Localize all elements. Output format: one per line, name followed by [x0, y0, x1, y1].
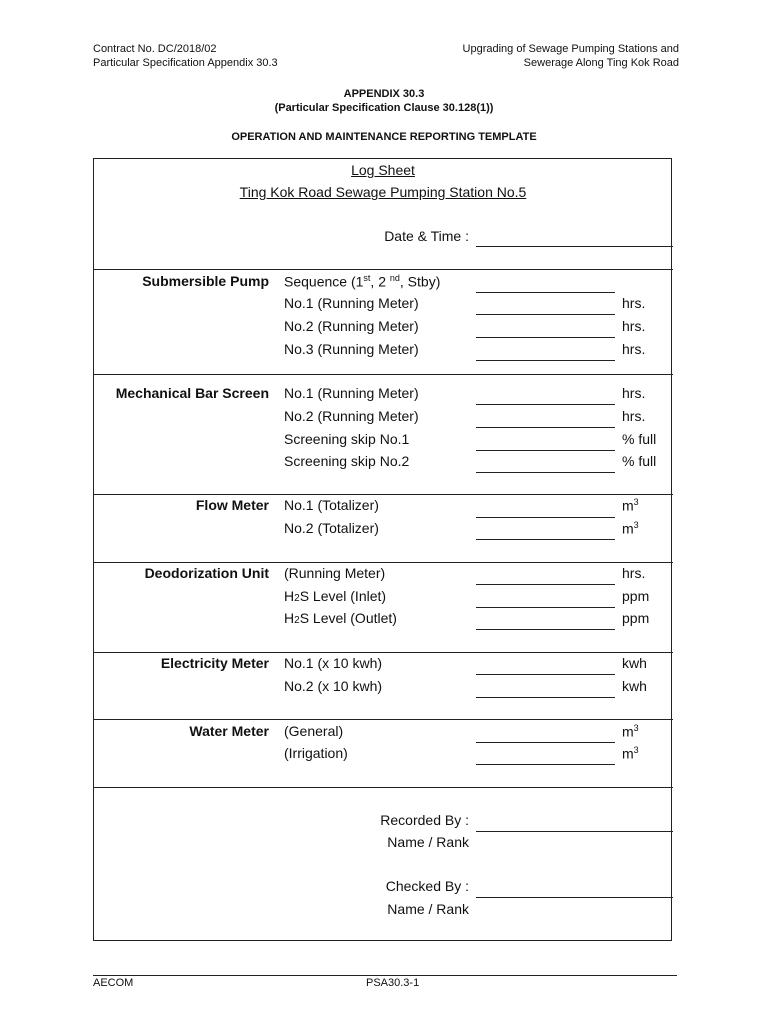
unit-base: m: [622, 497, 634, 514]
divider: [93, 719, 673, 720]
skip-no2-unit: % full: [622, 453, 657, 469]
skip-no1-unit: % full: [622, 431, 657, 447]
water-general-field[interactable]: [476, 742, 615, 743]
contract-number: Contract No. DC/2018/02: [93, 43, 217, 55]
elec-no2-label: No.2 (x 10 kwh): [284, 678, 383, 694]
divider: [93, 562, 673, 563]
clause-title: (Particular Specification Clause 30.128(1)): [274, 102, 494, 114]
checked-by-field[interactable]: [476, 897, 673, 898]
header-left: [93, 42, 278, 70]
water-general-label: (General): [284, 723, 344, 739]
deodorization-label: Deodorization Unit: [144, 565, 269, 581]
flow-no1-field[interactable]: [476, 517, 615, 518]
water-meter-label: Water Meter: [189, 723, 269, 739]
deodor-running-field[interactable]: [476, 584, 615, 585]
unit-sup: 3: [633, 497, 639, 507]
recorded-by-label: Recorded By :: [380, 812, 469, 828]
flow-no2-label: No.2 (Totalizer): [284, 520, 379, 536]
pump-sequence-field[interactable]: [476, 292, 615, 293]
skip-no2-field[interactable]: [476, 472, 615, 473]
pump-no3-label: No.3 (Running Meter): [284, 341, 419, 357]
screen-no2-label: No.2 (Running Meter): [284, 408, 419, 424]
h2s-inlet-field[interactable]: [476, 607, 615, 608]
checked-name-rank-label: Name / Rank: [387, 901, 469, 917]
pump-no1-unit: hrs.: [622, 295, 646, 311]
h2s-h: H: [284, 610, 295, 626]
seq-text-b: , 2: [370, 273, 390, 290]
seq-sup-1: st: [363, 273, 371, 283]
pump-no1-field[interactable]: [476, 314, 615, 315]
recorded-name-rank-label: Name / Rank: [387, 834, 469, 850]
bar-screen-label: Mechanical Bar Screen: [115, 385, 269, 401]
screen-no2-field[interactable]: [476, 427, 615, 428]
water-irrigation-label: (Irrigation): [284, 745, 348, 761]
pump-sequence-label: [284, 273, 440, 290]
flow-no1-label: No.1 (Totalizer): [284, 497, 379, 513]
divider: [93, 787, 673, 788]
screen-no1-unit: hrs.: [622, 385, 646, 401]
h2s-inlet-unit: ppm: [622, 588, 650, 604]
flow-meter-label: Flow Meter: [195, 497, 269, 513]
checked-by-label: Checked By :: [385, 878, 469, 894]
date-time-field[interactable]: [476, 246, 673, 247]
unit-base: m: [622, 520, 634, 537]
recorded-by-field[interactable]: [476, 831, 673, 832]
footer-page-number: PSA30.3-1: [366, 977, 420, 989]
water-irrigation-field[interactable]: [476, 764, 615, 765]
h2s-outlet-unit: ppm: [622, 610, 650, 626]
unit-sup: 3: [633, 723, 639, 733]
template-title: OPERATION AND MAINTENANCE REPORTING TEMPLATE: [231, 131, 537, 143]
project-title-line1: Upgrading of Sewage Pumping Stations and: [462, 43, 679, 55]
flow-no2-field[interactable]: [476, 539, 615, 540]
h2s-outlet-field[interactable]: [476, 629, 615, 630]
seq-sup-2: nd: [389, 273, 400, 283]
electricity-meter-label: Electricity Meter: [160, 655, 269, 671]
divider: [93, 269, 673, 270]
pump-no3-unit: hrs.: [622, 341, 646, 357]
h2s-outlet-text: S Level (Outlet): [299, 610, 397, 626]
unit-base: m: [622, 745, 634, 762]
h2s-inlet-text: S Level (Inlet): [299, 588, 387, 604]
water-general-unit: [622, 723, 639, 740]
deodor-running-label: (Running Meter): [284, 565, 386, 581]
appendix-title: APPENDIX 30.3: [343, 88, 425, 100]
unit-sup: 3: [633, 745, 639, 755]
h2s-sub: 2: [294, 593, 300, 604]
header-right: [463, 42, 679, 70]
h2s-outlet-label: [284, 610, 397, 626]
unit-sup: 3: [633, 520, 639, 530]
elec-no1-field[interactable]: [476, 674, 615, 675]
elec-no2-field[interactable]: [476, 697, 615, 698]
water-irrigation-unit: [622, 745, 639, 762]
pump-no2-unit: hrs.: [622, 318, 646, 334]
h2s-h: H: [284, 588, 295, 604]
screen-no1-label: No.1 (Running Meter): [284, 385, 419, 401]
log-sheet-title: Log Sheet: [351, 162, 415, 178]
pump-no3-field[interactable]: [476, 360, 615, 361]
submersible-pump-label: Submersible Pump: [142, 273, 269, 289]
pump-no1-label: No.1 (Running Meter): [284, 295, 419, 311]
pump-no2-label: No.2 (Running Meter): [284, 318, 419, 334]
unit-base: m: [622, 723, 634, 740]
screen-no2-unit: hrs.: [622, 408, 646, 424]
pump-no2-field[interactable]: [476, 337, 615, 338]
skip-no1-field[interactable]: [476, 450, 615, 451]
elec-no1-label: No.1 (x 10 kwh): [284, 655, 383, 671]
h2s-inlet-label: [284, 588, 386, 604]
divider: [93, 494, 673, 495]
screen-no1-field[interactable]: [476, 404, 615, 405]
elec-no2-unit: kwh: [622, 678, 647, 694]
divider: [93, 374, 673, 375]
flow-no1-unit: [622, 497, 639, 514]
footer-company: AECOM: [93, 977, 134, 989]
footer-rule: [93, 975, 677, 976]
project-title-line2: Sewerage Along Ting Kok Road: [523, 57, 679, 69]
h2s-sub: 2: [294, 615, 300, 626]
elec-no1-unit: kwh: [622, 655, 647, 671]
divider: [93, 652, 673, 653]
seq-text-c: , Stby): [399, 273, 441, 290]
seq-text-a: Sequence (1: [284, 273, 364, 290]
skip-no2-label: Screening skip No.2: [284, 453, 410, 469]
spec-appendix: Particular Specification Appendix 30.3: [93, 57, 278, 69]
date-time-label: Date & Time :: [384, 228, 469, 244]
skip-no1-label: Screening skip No.1: [284, 431, 410, 447]
station-title: Ting Kok Road Sewage Pumping Station No.5: [239, 184, 527, 200]
deodor-running-unit: hrs.: [622, 565, 646, 581]
flow-no2-unit: [622, 520, 639, 537]
